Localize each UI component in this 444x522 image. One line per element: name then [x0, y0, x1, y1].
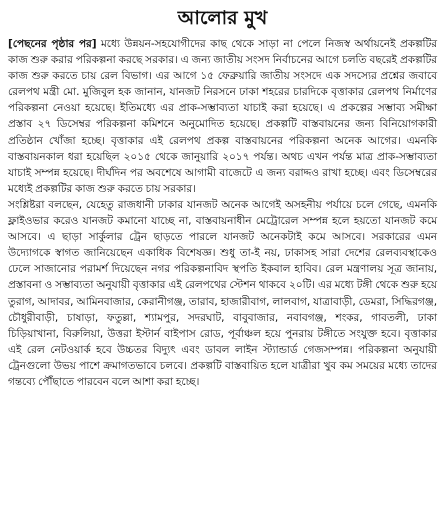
headline: আলোর মুখ [177, 7, 268, 29]
continuation-kicker: [পেছনের পৃষ্ঠার পর] [8, 38, 97, 50]
article-body [8, 36, 437, 390]
paragraph-1 [8, 36, 437, 197]
paragraph-2: সংশ্লিষ্টরা বলছেন, যেহেতু রাজধানী ঢাকার যানজট অনেক আগেই অসহনীয় পর্যায়ে চলে গেছে, এমনকি ফ্লাইওভার করেও যানজট কমানো যাচ্ছে না, বাস্তবায়নাধীন মেট্রোরেল সম্পন্ন হলে হয়তো যানজট কমে আসবে। এ ছাড়া সার্কুলার ট্রেন ছাড়তে পারলে যানজট অনেকটাই কমে আসবে। সরকারের এমন উদ্যোগকে স্বাগত জানিয়েছেন একাধিক বিশেষজ্ঞ। শুধু তা-ই নয়, ঢাকাসহ সারা দেশের রেলব্যবস্থাকেও ঢেলে সাজানোর পরামর্শ দিয়েছেন নগর পরিকল্পনাবিদ স্থপতি ইকবাল হাবিব। রেল মন্ত্রণালয় সূত্র জানায়, প্রস্তাবনা ও সম্ভাব্যতা অনুযায়ী বৃত্তাকার এই রেলপথের স্টেশন থাকবে ২০টি। এর মধ্যে টঙ্গী থেকে শুরু হয়ে তুরাগ, আদাবর, আমিনবাজার, কেরানীগঞ্জ, তারাব, হাজারীবাগ, লালবাগ, যাত্রাবাড়ী, ডেমরা, সিদ্ধিরগঞ্জ, চৌধুরীবাড়ী, চাষাড়া, ফতুল্লা, শ্যামপুর, সদরঘাট, বাবুবাজার, নবাবগঞ্জ, শংকর, গাবতলী, ঢাকা চিড়িয়াখানা, বিরুলিয়া, উত্তরা ইস্টার্ন বাইপাস রোড, পূর্বাঞ্চল হয়ে পুনরায় টঙ্গীতে সংযুক্ত হবে। বৃত্তাকার এই রেল নেটওয়ার্ক হবে উচ্চতর বিদ্যুৎ এবং ডাবল লাইন স্ট্যান্ডার্ড গেজসম্পন্ন। পরিকল্পনা অনুযায়ী ট্রেনগুলো উভয় পাশে ক্রমাগতভাবে চলবে। প্রকল্পটি বাস্তবায়িত হলে যাত্রীরা খুব কম সময়ের মধ্যে তাদের গন্তব্যে পৌঁছাতে পারবেন বলে আশা করা হচ্ছে। [8, 198, 437, 388]
paragraph-1-text: মধ্যে উন্নয়ন-সহযোগীদের কাছ থেকে সাড়া না পেলে নিজস্ব অর্থায়নেই প্রকল্পটির কাজ শুরু করার পরিকল্পনা করছে সরকার। এ জন্য জাতীয় সংসদ নির্বাচনের আগে চলতি বছরেই প্রকল্পটির কাজ শুরু করতে চায় রেল বিভাগ। এর আগে ১৫ ফেব্রুয়ারি জাতীয় সংসদে এক সদস্যের প্রশ্নের জবাবে রেলপথ মন্ত্রী মো. মুজিবুল হক জানান, যানজট নিরসনে ঢাকা শহরের চারদিকে বৃত্তাকার রেলপথ নির্মাণের পরিকল্পনা নেওয়া হয়েছে। ইতিমধ্যে এর প্রাক-সম্ভাব্যতা যাচাই করা হয়েছে। এ প্রকল্পের সম্ভাব্য সমীক্ষা প্রস্তাব ২৭ ডিসেম্বর পরিকল্পনা কমিশনে অনুমোদিত হয়েছে। প্রকল্পটি বাস্তবায়নের জন্য বিনিয়োগকারী প্রতিষ্ঠান খোঁজা হচ্ছে। বৃত্তাকার এই রেলপথ প্রকল্প বাস্তবায়নের পরিকল্পনা অনেক আগের। এমনকি বাস্তবায়নকাল ধরা হয়েছিল ২০১৫ থেকে জানুয়ারি ২০১৭ পর্যন্ত। অথচ এখন পর্যন্ত মাত্র প্রাক-সম্ভাব্যতা যাচাই সম্পন্ন হয়েছে। দীর্ঘদিন পর অবশেষে আগামী বাজেটে এ জন্য বরাদ্দও রাখা হচ্ছে। এবং ডিসেম্বরের মধ্যেই প্রকল্পটির কাজ শুরু করতে চায় সরকার। [8, 38, 437, 195]
